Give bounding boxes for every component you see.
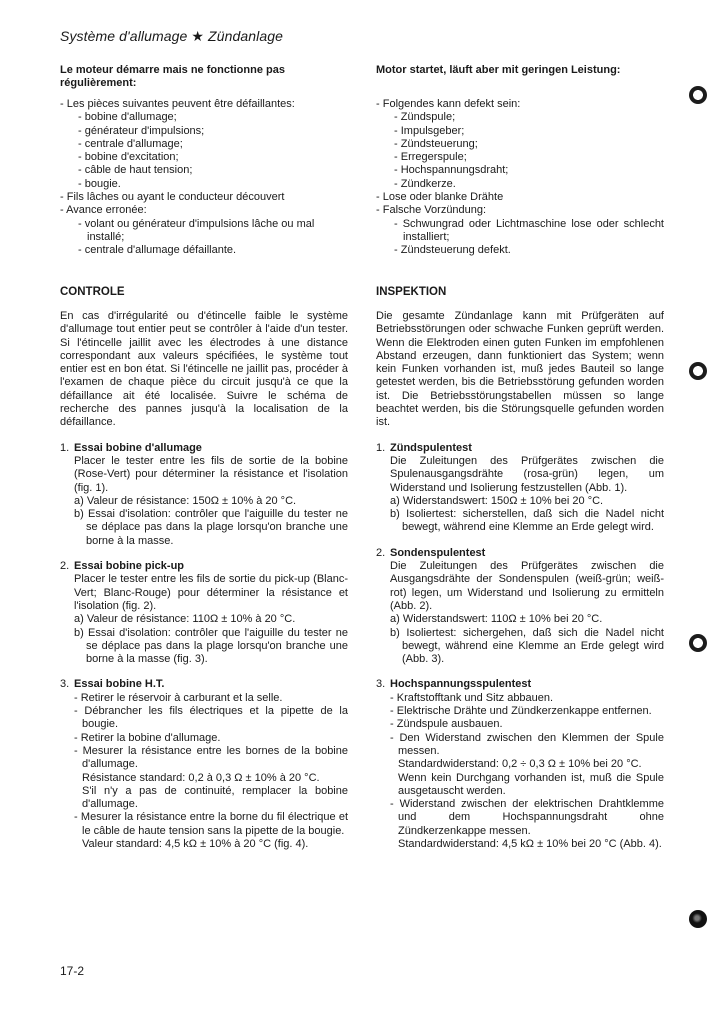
de-test-1-title: 1. Zündspulentest (376, 441, 472, 454)
de-cause-sub: - Zündspule; (385, 111, 664, 124)
fr-test-3-step: - Mesurer la résistance entre la borne du fil électrique et le câble de haute tension sans la pipette de la bougie. (60, 811, 348, 838)
de-test-2 (376, 547, 664, 667)
de-test-3-note: Wenn kein Durchgang vorhanden ist, muß die Spule ausgetauscht werden. (398, 771, 664, 797)
de-test-3-title: 3. Hochspannungsspulentest (376, 678, 532, 691)
fr-cause-sub: - câble de haut tension; (69, 164, 348, 177)
fr-test-1-a: a) Valeur de résistance: 150Ω ± 10% à 20 °C. (74, 494, 297, 507)
de-test-3-steps (376, 692, 664, 758)
binder-hole-icon (689, 910, 707, 928)
de-cause-sub: - Zündkerze. (385, 178, 664, 191)
de-test-1-a: a) Widerstandswert: 150Ω ± 10% bei 20 °C. (390, 494, 604, 507)
de-cause-sublist (385, 218, 664, 258)
de-cause-sub: - Erregerspule; (385, 151, 664, 164)
fr-cause-sub: - générateur d'impulsions; (69, 125, 348, 138)
french-column (60, 64, 348, 851)
fr-test-2-b: b) Essai d'isolation: contrôler que l'aiguille du tester ne se déplace pas dans la plage lorsqu'on branche une borne à la masse (fig. 3). (74, 626, 348, 666)
fr-test-3-step: - Retirer le réservoir à carburant et la selle. (60, 692, 348, 705)
fr-cause-sub: - centrale d'allumage défaillante. (69, 244, 348, 257)
de-cause-sub: - Schwungrad oder Lichtmaschine lose oder schlecht installiert; (385, 218, 664, 245)
fr-symptom-title: Le moteur démarre mais ne fonctionne pas régulièrement: (60, 64, 285, 89)
fr-test-3-title: 3. Essai bobine H.T. (60, 678, 165, 691)
fr-cause-sub: - volant ou générateur d'impulsions lâche ou mal installé; (69, 218, 348, 245)
de-test-3-note: Standardwiderstand: 0,2 ÷ 0,3 Ω ± 10% bei 20 °C. (398, 758, 642, 771)
de-cause-item: - Lose oder blanke Drähte (376, 191, 664, 204)
fr-test-3-note: Résistance standard: 0,2 à 0,3 Ω ± 10% à 20 °C. (82, 771, 320, 784)
de-test-3-step: - Widerstand zwischen der elektrischen Drahtklemme und dem Hochspannungsdraht ohne Zündkerzenkappe messen. (376, 798, 664, 838)
binder-hole-icon (689, 86, 707, 104)
fr-intro-paragraph: En cas d'irrégularité ou d'étincelle faible le système d'allumage tout entier peut se contrôler à l'aide d'un tester. Si l'étincelle jaillit avec les électrodes à une distance correspondant aux valeurs spécifiées, le système tout entier est en bon état. Si l'étincelle ne jaillit pas, procéder à l'examen de chaque pièce du circuit jusqu'à ce que la défaillance ait été localisée. Suivre le schéma de recherche des pannes jusqu'à la localisation de la défaillance. (60, 310, 348, 429)
de-test-3-step: - Den Widerstand zwischen den Klemmen der Spule messen. (376, 732, 664, 759)
de-test-3-step: - Elektrische Drähte und Zündkerzenkappe entfernen. (376, 705, 664, 718)
fr-symptom-block (60, 64, 348, 286)
de-cause-item: - Falsche Vorzündung: - Schwungrad oder Lichtmaschine lose oder schlecht installiert; - Zündsteuerung defekt. (376, 204, 664, 257)
fr-test-3-step: - Mesurer la résistance entre les bornes de la bobine d'allumage. (60, 745, 348, 772)
fr-test-1-body: Placer le tester entre les fils de sortie de la bobine (Rose-Vert) pour déterminer la résistance et l'isolation (fig. 1). (74, 454, 348, 494)
fr-test-2-body: Placer le tester entre les fils de sortie du pick-up (Blanc-Vert; Blanc-Rouge) pour déterminer la résistance et l'isolation (fig. 2). (74, 573, 348, 612)
de-test-3-note: Standardwiderstand: 4,5 kΩ ± 10% bei 20 °C (Abb. 4). (398, 837, 662, 850)
de-cause-sub: - Hochspannungsdraht; (385, 164, 664, 177)
fr-test-3-note: S'il n'y a pas de continuité, remplacer la bobine d'allumage. (82, 784, 348, 811)
de-test-3-step: - Kraftstofftank und Sitz abbauen. (376, 692, 664, 705)
fr-section-title: CONTROLE (60, 286, 125, 298)
de-test-3-steps (376, 798, 664, 838)
fr-test-2 (60, 560, 348, 666)
fr-test-2-title: 2. Essai bobine pick-up (60, 560, 185, 573)
fr-test-3 (60, 678, 348, 851)
fr-test-3-step: - Débrancher les fils électriques et la pipette de la bougie. (60, 705, 348, 732)
de-symptom-title: Motor startet, läuft aber mit geringen Leistung: (376, 64, 621, 76)
de-test-2-body: Die Zuleitungen des Prüfgerätes zwischen die Ausgangsdrähte der Sondenspulen (weiß-grün; weiß-rot) legen, um Widerstand und Isolierung zu ermitteln (Abb. 2). (390, 560, 664, 612)
fr-cause-sublist (69, 218, 348, 258)
de-cause-item: - Folgendes kann defekt sein: - Zündspule; - Impulsgeber; - Zündsteuerung; - Erregerspule; - Hochspannungsdraht; - Zündkerze. (376, 98, 664, 191)
de-test-2-title: 2. Sondenspulentest (376, 546, 486, 559)
fr-test-3-steps (60, 692, 348, 772)
de-intro-paragraph: Die gesamte Zündanlage kann mit Prüfgeräten auf Betriebsstörungen oder schwache Funken geprüft werden. Wenn die Elektroden einen guten Funken im empfohlenen Abstand erzeugen, dann funktioniert das System; wenn kein Funken vorhanden ist, muß jedes Bauteil so lange getestet werden, bis die Betriebsstörung gefunden worden ist. Die Betriebsstörungstabellen müssen so lange beachtet werden, bis die Störungsquelle gefunden worden ist. (376, 310, 664, 429)
fr-test-3-steps (60, 811, 348, 838)
fr-test-3-step: - Retirer la bobine d'allumage. (60, 732, 348, 745)
fr-cause-item: - Fils lâches ou ayant le conducteur découvert (60, 191, 348, 204)
fr-cause-sublist (69, 111, 348, 191)
de-test-1-b: b) Isoliertest: sicherstellen, daß sich die Nadel nicht bewegt, während eine Klemme an Erde gelegt wird. (390, 508, 664, 534)
fr-cause-item: - Les pièces suivantes peuvent être défaillantes: - bobine d'allumage; - générateur d'impulsions; - centrale d'allumage; - bobine d'excitation; - câble de haut tension; - bougie. (60, 98, 348, 191)
de-section-title: INSPEKTION (376, 286, 447, 298)
binder-hole-icon (689, 362, 707, 380)
de-test-1 (376, 442, 664, 535)
de-causes-list (376, 98, 664, 258)
fr-test-1-title: 1. Essai bobine d'allumage (60, 441, 202, 454)
fr-test-1 (60, 442, 348, 548)
fr-cause-sub: - bobine d'excitation; (69, 151, 348, 164)
de-test-3 (376, 678, 664, 851)
de-cause-sub: - Zündsteuerung; (385, 138, 664, 151)
binder-hole-icon (689, 634, 707, 652)
de-test-2-a: a) Widerstandswert: 110Ω ± 10% bei 20 °C. (390, 613, 603, 626)
fr-cause-item: - Avance erronée: - volant ou générateur d'impulsions lâche ou mal installé; - centrale d'allumage défaillante. (60, 204, 348, 257)
de-cause-sub: - Impulsgeber; (385, 125, 664, 138)
fr-cause-sub: - bobine d'allumage; (69, 111, 348, 124)
fr-test-2-a: a) Valeur de résistance: 110Ω ± 10% à 20 °C. (74, 613, 296, 626)
de-test-2-b: b) Isoliertest: sichergehen, daß sich die Nadel nicht bewegt, während eine Klemme an Erde gelegt wird (Abb. 3). (390, 626, 664, 666)
fr-test-1-b: b) Essai d'isolation: contrôler que l'aiguille du tester ne se déplace pas dans la plage lorsqu'on branche une borne à la masse. (74, 508, 348, 547)
fr-causes-list (60, 98, 348, 258)
fr-cause-sub: - centrale d'allumage; (69, 138, 348, 151)
page-title: Système d'allumage ★ Zündanlage (60, 28, 284, 44)
de-test-3-step: - Zündspule ausbauen. (376, 718, 664, 731)
de-test-1-body: Die Zuleitungen des Prüfgerätes zwischen die Spulenausgangsdrähte (rosa-grün) legen, um Widerstand und Isolierung festzustellen (Abb. 1). (390, 454, 664, 494)
de-cause-sublist (385, 111, 664, 191)
german-column (376, 64, 664, 851)
de-symptom-block (376, 64, 664, 286)
de-cause-sub: - Zündsteuerung defekt. (385, 244, 664, 257)
page-number: 17-2 (60, 964, 85, 978)
fr-cause-sub: - bougie. (69, 178, 348, 191)
fr-test-3-note: Valeur standard: 4,5 kΩ ± 10% à 20 °C (fig. 4). (82, 837, 309, 850)
